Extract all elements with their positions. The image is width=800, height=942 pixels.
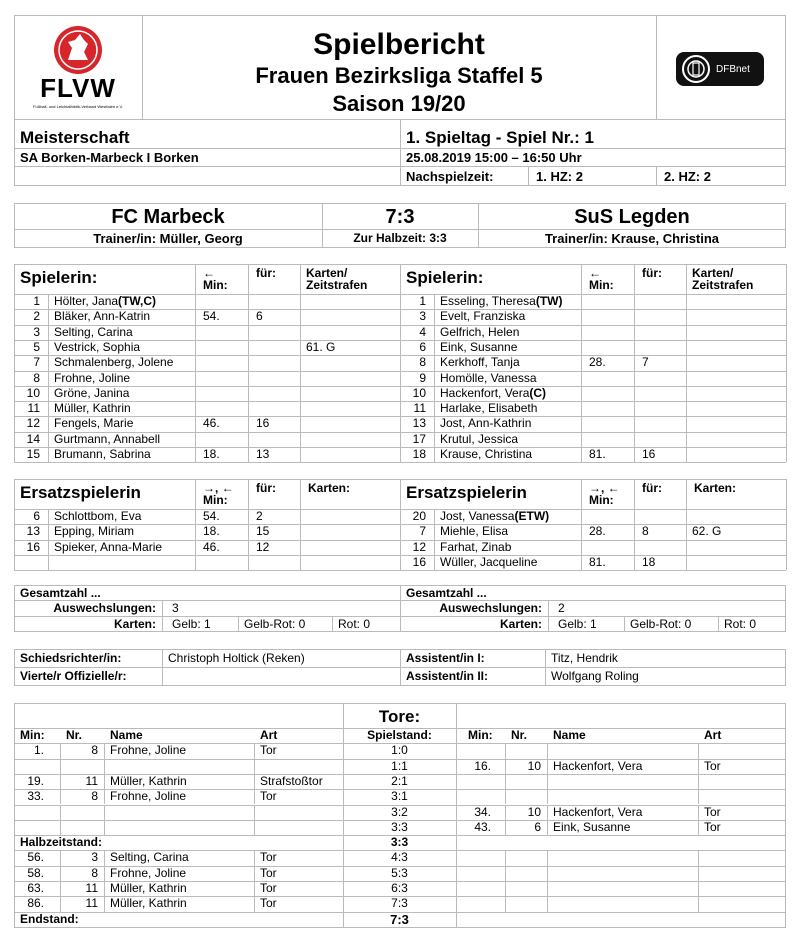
away-sub-player-min: 81. — [589, 554, 606, 569]
home-sub-player-min: 18. — [203, 524, 220, 539]
home-sub-header-arrow: →, ← — [203, 481, 234, 495]
goal-type-away: Tor — [704, 804, 721, 819]
home-sub-player-min: 46. — [203, 539, 220, 554]
home-player-min: 18. — [203, 447, 220, 461]
goal-name: Müller, Kathrin — [110, 896, 187, 911]
goal-type: Tor — [260, 743, 277, 758]
away-player-nr: 13 — [412, 416, 426, 431]
fourth-official-label: Vierte/r Offizielle/r: — [20, 669, 127, 683]
away-player-name: Gelfrich, Helen — [440, 324, 520, 339]
goal-min-away: 16. — [474, 758, 491, 773]
away-sub-player-for: 8 — [642, 524, 649, 539]
goal-name-away: Hackenfort, Vera — [553, 758, 643, 773]
away-player-nr: 4 — [419, 324, 426, 339]
away-sub-header-arrow: →, ← — [589, 481, 620, 495]
home-sub-player-name: Schlottbom, Eva — [54, 509, 142, 523]
logo-subtitle: Fußball- und Leichtathletik-Verband Westfalen e.V. — [33, 104, 123, 109]
home-player-for: 16 — [256, 416, 270, 431]
away-yellow: Gelb: 1 — [558, 617, 597, 631]
goal-min-away: 43. — [474, 819, 491, 834]
goal-name: Frohne, Joline — [110, 789, 187, 804]
home-player-min: 46. — [203, 416, 220, 431]
goal-nr: 3 — [91, 850, 98, 865]
home-sub-player-min: 54. — [203, 509, 220, 523]
away-player-name: Homölle, Vanessa — [440, 370, 537, 385]
home-sub-header-player: Ersatzspielerin — [20, 483, 141, 502]
away-sub-player-card: 62. G — [692, 524, 722, 539]
goal-score: 4:3 — [391, 850, 408, 865]
goal-type-away: Tor — [704, 758, 721, 773]
goals-header-type-away: Art — [704, 728, 722, 742]
away-player-nr: 10 — [412, 385, 426, 400]
away-player-name: Evelt, Franziska — [440, 309, 526, 324]
away-player-name: Esseling, Theresa(TW) — [440, 294, 563, 308]
home-subs-count: 3 — [172, 601, 179, 615]
goal-type-away: Tor — [704, 819, 721, 834]
away-player-nr: 1 — [419, 294, 426, 308]
home-player-name: Schmalenberg, Jolene — [54, 355, 174, 370]
goal-score: 7:3 — [391, 896, 408, 911]
away-player-name: Krutul, Jessica — [440, 431, 519, 446]
goal-min: 58. — [27, 865, 44, 880]
away-sub-header-for: für: — [642, 481, 662, 495]
home-player-nr: 3 — [33, 324, 40, 339]
away-team: SuS Legden — [574, 206, 690, 228]
goal-name-away: Eink, Susanne — [553, 819, 631, 834]
away-player-min: 81. — [589, 447, 606, 461]
home-sub-player-nr: 16 — [26, 539, 40, 554]
goals-header-nr: Nr. — [66, 728, 83, 742]
away-sub-player-name: Miehle, Elisa — [440, 524, 509, 539]
away-sub-player-nr: 12 — [412, 539, 426, 554]
home-sub-player-for: 15 — [256, 524, 270, 539]
goals-header-type: Art — [260, 728, 278, 742]
away-player-for: 16 — [642, 447, 656, 461]
assistant2-label: Assistent/in II: — [406, 669, 489, 683]
away-totals-label: Gesamtzahl ... — [406, 586, 487, 600]
goal-type: Strafstoßtor — [260, 773, 323, 788]
match-datetime: 25.08.2019 15:00 – 16:50 Uhr — [406, 150, 582, 165]
season-title: Saison 19/20 — [332, 91, 466, 116]
away-coach: Trainer/in: Krause, Christina — [544, 231, 720, 246]
home-sub-player-nr: 6 — [33, 509, 40, 523]
goal-score: 2:1 — [391, 773, 408, 788]
home-sub-player-nr: 13 — [26, 524, 40, 539]
goal-nr-away: 6 — [534, 819, 541, 834]
away-player-nr: 6 — [419, 339, 426, 354]
assistant1-name: Titz, Hendrik — [551, 651, 618, 665]
home-player-name: Fengels, Marie — [54, 416, 134, 431]
dfb-text: DFBnet — [716, 64, 750, 75]
home-sub-player-name: Epping, Miriam — [54, 524, 135, 539]
goal-score: 1:1 — [391, 758, 408, 773]
home-player-nr: 14 — [26, 431, 40, 446]
home-cards-label: Karten: — [113, 617, 156, 631]
home-sub-player-for: 2 — [256, 509, 263, 523]
away-subs-count: 2 — [558, 601, 565, 615]
goal-min-away: 34. — [474, 804, 491, 819]
home-player-for: 13 — [256, 447, 270, 461]
home-player-name: Selting, Carina — [54, 324, 133, 339]
home-player-nr: 10 — [26, 385, 40, 400]
goal-nr: 8 — [91, 789, 98, 804]
goal-type: Tor — [260, 789, 277, 804]
captain-tag: (TW) — [535, 294, 563, 308]
home-player-name: Gröne, Janina — [54, 385, 130, 400]
away-player-for: 7 — [642, 355, 649, 370]
away-player-nr: 8 — [419, 355, 426, 370]
away-yellowred: Gelb-Rot: 0 — [630, 617, 692, 631]
goals-title: Tore: — [378, 707, 421, 726]
home-subs-label: Auswechslungen: — [53, 601, 156, 615]
away-player-name: Hackenfort, Vera(C) — [440, 385, 547, 400]
home-player-name: Gurtmann, Annabell — [54, 431, 161, 446]
goals-header-min-away: Min: — [468, 728, 493, 742]
away-player-min: 28. — [589, 355, 606, 370]
home-team: FC Marbeck — [111, 206, 225, 228]
goal-min: 63. — [27, 881, 44, 895]
away-player-nr: 11 — [413, 401, 426, 416]
away-header-player: Spielerin: — [406, 268, 484, 287]
goal-nr: 11 — [85, 773, 98, 788]
goal-score: 3:1 — [391, 789, 408, 804]
home-player-name: Bläker, Ann-Katrin — [54, 309, 151, 324]
halftime-score: Zur Halbzeit: 3:3 — [353, 231, 447, 245]
home-header-cards2: Zeitstrafen — [306, 278, 368, 292]
away-header-for: für: — [642, 266, 662, 280]
home-player-nr: 5 — [33, 339, 40, 354]
home-player-nr: 12 — [26, 416, 40, 431]
goal-nr-away: 10 — [527, 758, 541, 773]
captain-tag: (C) — [529, 385, 547, 400]
home-player-name: Hölter, Jana(TW,C) — [54, 294, 157, 308]
home-player-min: 54. — [203, 309, 220, 324]
goal-score: 3:2 — [391, 804, 408, 819]
goals-header-score: Spielstand: — [367, 728, 432, 742]
home-player-nr: 1 — [33, 294, 40, 308]
league-title: Frauen Bezirksliga Staffel 5 — [255, 63, 543, 88]
goal-nr: 11 — [85, 896, 98, 911]
away-player-nr: 18 — [412, 447, 426, 461]
matchday: 1. Spieltag - Spiel Nr.: 1 — [406, 128, 594, 147]
venue: SA Borken-Marbeck I Borken — [20, 150, 199, 165]
home-player-nr: 11 — [27, 401, 40, 416]
away-red: Rot: 0 — [724, 617, 757, 631]
away-player-nr: 9 — [419, 370, 426, 385]
away-subs-label: Auswechslungen: — [439, 601, 542, 615]
goal-name: Frohne, Joline — [110, 865, 187, 880]
home-red: Rot: 0 — [338, 617, 371, 631]
away-player-name: Jost, Ann-Kathrin — [440, 416, 532, 431]
final-score-goals: 7:3 — [390, 911, 409, 927]
assistant2-name: Wolfgang Roling — [551, 669, 639, 683]
home-sub-player-name: Spieker, Anna-Marie — [54, 539, 163, 554]
away-sub-header-player: Ersatzspielerin — [406, 483, 527, 502]
assistant1-label: Assistent/in I: — [406, 651, 485, 665]
goal-name: Müller, Kathrin — [110, 881, 187, 895]
home-player-nr: 15 — [26, 447, 40, 461]
home-sub-header-cards: Karten: — [308, 481, 351, 495]
goal-name: Selting, Carina — [110, 850, 189, 865]
away-sub-player-nr: 7 — [419, 524, 426, 539]
final-label: Endstand: — [20, 911, 79, 926]
home-player-nr: 7 — [33, 355, 40, 370]
away-sub-player-nr: 20 — [412, 509, 426, 523]
home-yellowred: Gelb-Rot: 0 — [244, 617, 306, 631]
home-header-arrow: ← — [203, 266, 215, 280]
goal-name-away: Hackenfort, Vera — [553, 804, 643, 819]
home-player-nr: 8 — [33, 370, 40, 385]
extra-time-label: Nachspielzeit: — [406, 169, 494, 184]
away-sub-header-cards: Karten: — [694, 481, 737, 495]
away-header-cards: Karten/ — [692, 266, 734, 280]
home-coach: Trainer/in: Müller, Georg — [93, 231, 243, 246]
goals-header-nr-away: Nr. — [511, 728, 528, 742]
halftime-score-goals: 3:3 — [390, 835, 409, 850]
competition: Meisterschaft — [20, 128, 130, 147]
home-header-cards: Karten/ — [306, 266, 348, 280]
away-player-name: Eink, Susanne — [440, 339, 518, 354]
goal-type: Tor — [260, 850, 277, 865]
goal-min: 19. — [27, 773, 44, 788]
goal-nr: 8 — [91, 865, 98, 880]
goal-type: Tor — [260, 896, 277, 911]
away-sub-player-name: Farhat, Zinab — [440, 539, 512, 554]
goal-nr: 11 — [85, 881, 98, 895]
away-sub-header-min: Min: — [589, 493, 614, 507]
home-header-for: für: — [256, 266, 276, 280]
away-player-nr: 3 — [419, 309, 426, 324]
extra-time-ht1: 1. HZ: 2 — [536, 169, 583, 184]
goal-min: 33. — [27, 789, 44, 804]
goal-min: 56. — [27, 850, 44, 865]
halftime-label: Halbzeitstand: — [20, 835, 103, 850]
away-header-min: Min: — [589, 278, 614, 292]
goal-score: 3:3 — [391, 819, 408, 834]
away-header-cards2: Zeitstrafen — [692, 278, 754, 292]
captain-tag: (TW,C) — [118, 294, 157, 308]
goals-header-name: Name — [110, 728, 143, 742]
goal-min: 1. — [33, 743, 44, 758]
goals-header-name-away: Name — [553, 728, 586, 742]
goals-header-min: Min: — [20, 728, 45, 742]
goal-min: 86. — [27, 896, 44, 911]
goal-score: 5:3 — [391, 865, 408, 880]
away-sub-player-name: Jost, Vanessa(ETW) — [440, 509, 550, 523]
home-header-min: Min: — [203, 278, 228, 292]
away-header-arrow: ← — [589, 266, 601, 280]
home-player-name: Vestrick, Sophia — [54, 339, 141, 354]
home-yellow: Gelb: 1 — [172, 617, 211, 631]
captain-tag: (ETW) — [514, 509, 550, 523]
extra-time-ht2: 2. HZ: 2 — [664, 169, 711, 184]
away-player-name: Kerkhoff, Tanja — [440, 355, 520, 370]
home-player-card: 61. G — [306, 339, 336, 354]
away-cards-label: Karten: — [499, 617, 542, 631]
away-player-name: Harlake, Elisabeth — [440, 401, 538, 416]
away-sub-player-min: 28. — [589, 524, 606, 539]
away-player-name: Krause, Christina — [440, 447, 533, 461]
away-player-nr: 17 — [412, 431, 426, 446]
away-sub-player-name: Wüller, Jacqueline — [440, 554, 538, 569]
home-player-nr: 2 — [33, 309, 40, 324]
away-sub-player-nr: 16 — [412, 554, 426, 569]
page-title: Spielbericht — [313, 28, 485, 61]
referee-name: Christoph Holtick (Reken) — [168, 651, 305, 665]
logo-text: FLVW — [40, 73, 116, 103]
referee-label: Schiedsrichter/in: — [20, 651, 122, 665]
goal-name: Frohne, Joline — [110, 743, 187, 758]
home-player-name: Brumann, Sabrina — [54, 447, 151, 461]
goal-score: 1:0 — [391, 743, 408, 758]
goal-type: Tor — [260, 865, 277, 880]
goal-nr-away: 10 — [527, 804, 541, 819]
goal-type: Tor — [260, 881, 277, 895]
home-player-for: 6 — [256, 309, 263, 324]
away-sub-player-for: 18 — [642, 554, 656, 569]
home-header-player: Spielerin: — [20, 268, 98, 287]
home-player-name: Müller, Kathrin — [54, 401, 131, 416]
home-totals-label: Gesamtzahl ... — [20, 586, 101, 600]
home-sub-header-min: Min: — [203, 493, 228, 507]
home-sub-header-for: für: — [256, 481, 276, 495]
home-sub-player-for: 12 — [256, 539, 270, 554]
goal-score: 6:3 — [391, 881, 408, 895]
goal-nr: 8 — [91, 743, 98, 758]
final-score: 7:3 — [385, 206, 415, 228]
home-player-name: Frohne, Joline — [54, 370, 131, 385]
goal-name: Müller, Kathrin — [110, 773, 187, 788]
